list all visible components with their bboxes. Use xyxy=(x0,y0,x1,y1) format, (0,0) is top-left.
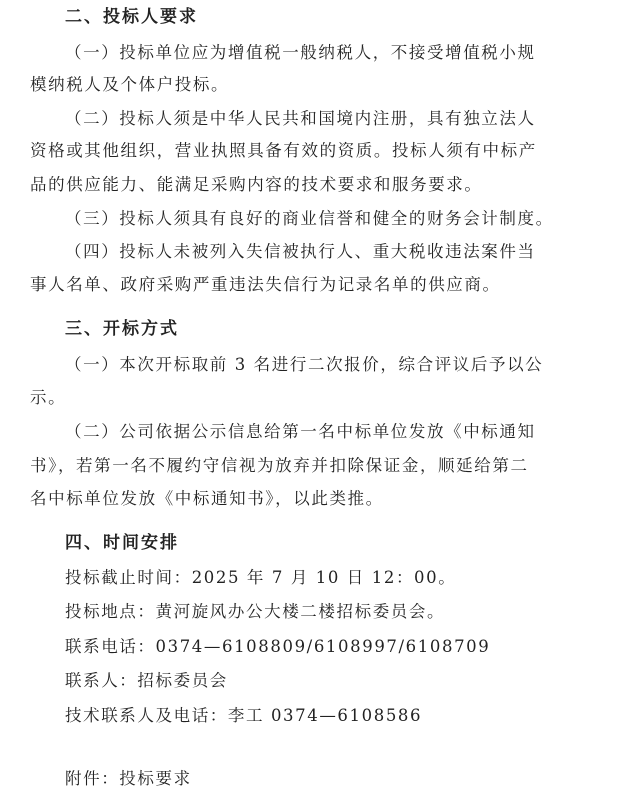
requirement-1-line-2: 模纳税人及个体户投标。 xyxy=(30,75,230,94)
opening-1-line-1: （一）本次开标取前 3 名进行二次报价，综合评议后予以公 xyxy=(65,355,544,374)
requirement-1-line-1: （一）投标单位应为增值税一般纳税人，不接受增值税小规 xyxy=(65,43,536,62)
requirement-2-line-2: 资格或其他组织，营业执照具备有效的资质。投标人须有中标产 xyxy=(30,141,537,160)
attachment-note: 附件：投标要求 xyxy=(65,769,192,788)
section-heading-bid-opening: 三、开标方式 xyxy=(65,319,179,339)
section-heading-bidder-requirements: 二、投标人要求 xyxy=(65,7,198,27)
bid-deadline: 投标截止时间：2025 年 7 月 10 日 12：00。 xyxy=(65,568,457,587)
requirement-4-line-2: 事人名单、政府采购严重违法失信行为记录名单的供应商。 xyxy=(30,275,501,294)
section-heading-schedule: 四、时间安排 xyxy=(65,533,179,553)
bid-location: 投标地点：黄河旋风办公大楼二楼招标委员会。 xyxy=(65,602,446,621)
requirement-2-line-1: （二）投标人须是中华人民共和国境内注册，具有独立法人 xyxy=(65,109,536,128)
opening-1-line-2: 示。 xyxy=(30,388,67,407)
opening-2-line-3: 名中标单位发放《中标通知书》，以此类推。 xyxy=(30,489,384,508)
contact-phone: 联系电话：0374—6108809/6108997/6108709 xyxy=(65,637,491,656)
requirement-3-line-1: （三）投标人须具有良好的商业信誉和健全的财务会计制度。 xyxy=(65,209,554,228)
contact-person: 联系人：招标委员会 xyxy=(65,671,228,690)
technical-contact: 技术联系人及电话：李工 0374—6108586 xyxy=(65,706,423,725)
opening-2-line-2: 书》，若第一名不履约守信视为放弃并扣除保证金，顺延给第二 xyxy=(30,456,529,475)
opening-2-line-1: （二）公司依据公示信息给第一名中标单位发放《中标通知 xyxy=(65,422,536,441)
requirement-2-line-3: 品的供应能力、能满足采购内容的技术要求和服务要求。 xyxy=(30,175,483,194)
requirement-4-line-1: （四）投标人未被列入失信被执行人、重大税收违法案件当 xyxy=(65,242,536,261)
